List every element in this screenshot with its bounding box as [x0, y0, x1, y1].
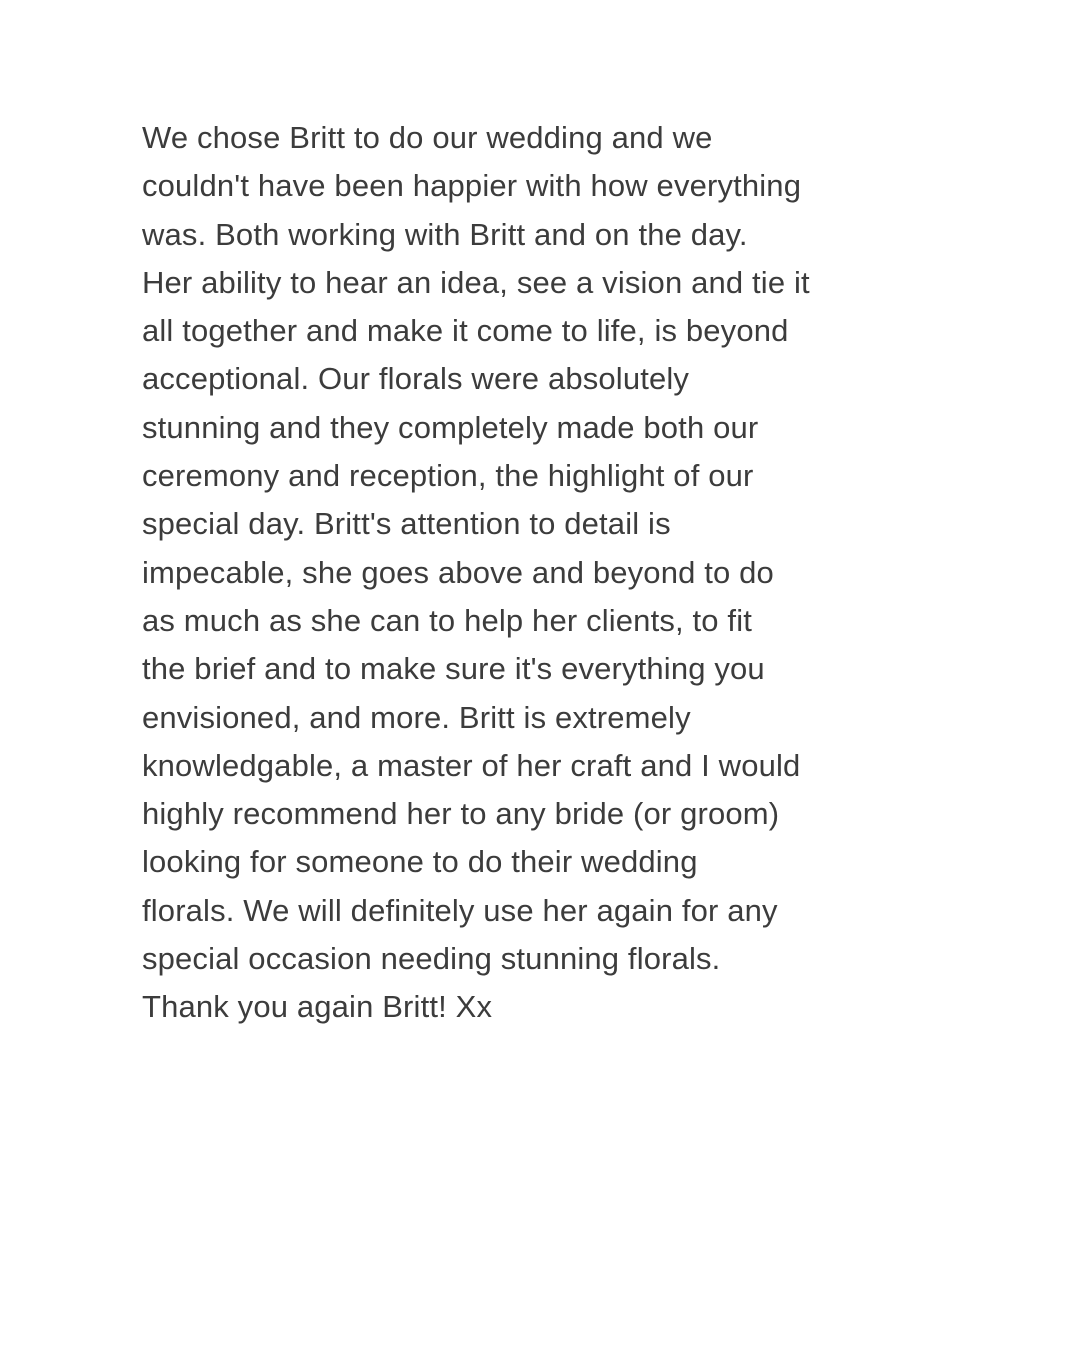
review-line: as much as she can to help her clients, to fit: [142, 602, 752, 638]
review-text: [142, 114, 902, 1032]
review-line: all together and make it come to life, is beyond: [142, 313, 789, 349]
review-line: florals. We will definitely use her again for any: [142, 892, 778, 928]
review-line: the brief and to make sure it's everything you: [142, 651, 765, 687]
review-line: looking for someone to do their wedding: [142, 844, 698, 880]
review-line: acceptional. Our florals were absolutely: [142, 361, 690, 397]
review-line: special occasion needing stunning florals.: [142, 941, 721, 977]
review-line: stunning and they completely made both our: [142, 409, 759, 445]
review-line: ceremony and reception, the highlight of our: [142, 458, 754, 494]
review-line: Her ability to hear an idea, see a vision and tie it: [142, 264, 810, 300]
review-line: was. Both working with Britt and on the day.: [142, 216, 748, 252]
review-line: We chose Britt to do our wedding and we: [142, 120, 713, 155]
review-line: knowledgable, a master of her craft and I would: [142, 747, 801, 783]
review-line: special day. Britt's attention to detail is: [142, 506, 671, 542]
review-line: envisioned, and more. Britt is extremely: [142, 699, 691, 735]
review-line: couldn't have been happier with how everything: [142, 168, 802, 204]
review-line: Thank you again Britt! Xx: [142, 989, 493, 1025]
review-line: highly recommend her to any bride (or groom): [142, 796, 780, 832]
review-line: impecable, she goes above and beyond to do: [142, 554, 774, 590]
